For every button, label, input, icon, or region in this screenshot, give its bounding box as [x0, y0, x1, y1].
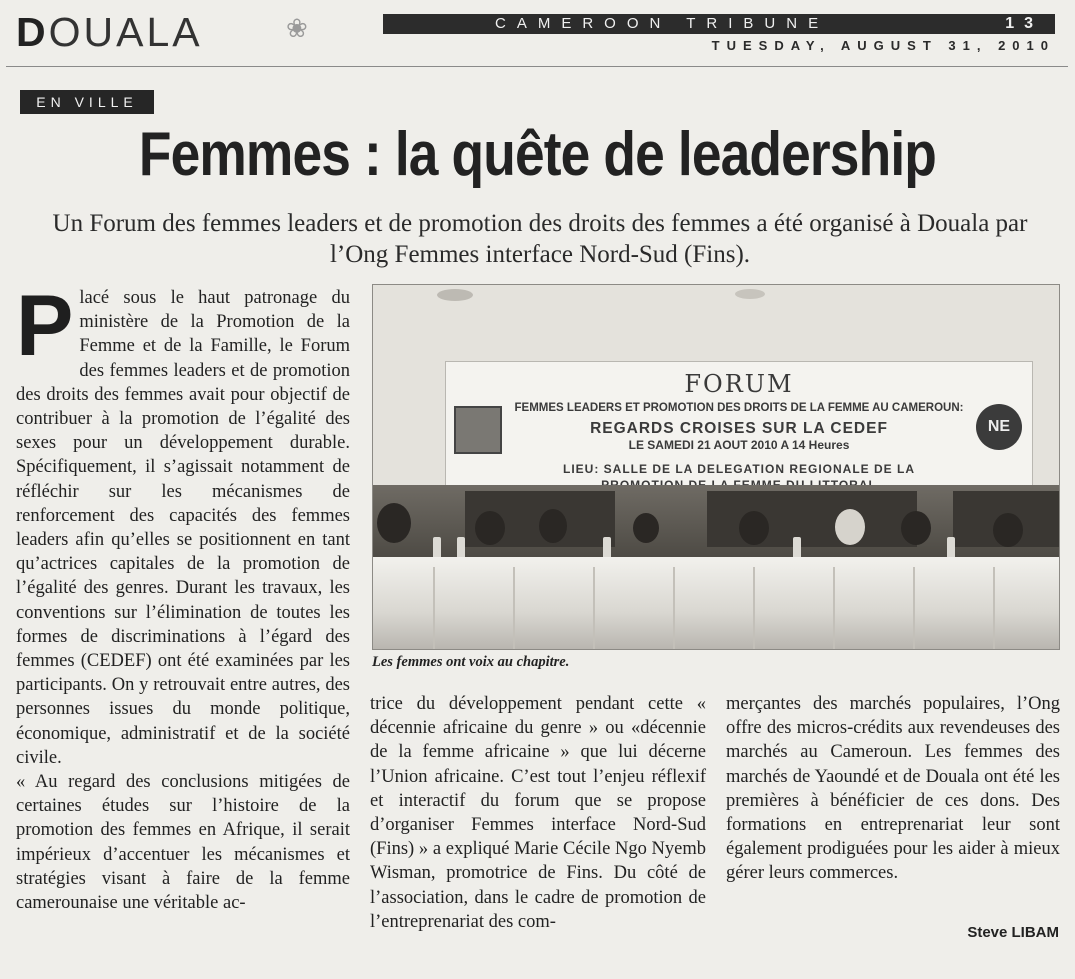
publication-date: TUESDAY, AUGUST 31, 2010	[711, 38, 1055, 53]
article-column-2	[370, 692, 706, 934]
tablecloth-pleat	[753, 567, 755, 649]
section-name-rest: OUALA	[48, 9, 203, 55]
tablecloth-pleat	[673, 567, 675, 649]
article-photo	[372, 284, 1060, 650]
byline: Steve LIBAM	[967, 924, 1059, 941]
drop-cap: P	[16, 278, 74, 374]
tablecloth-pleat	[593, 567, 595, 649]
column-2-text: trice du développement pendant cette « décennie africaine du genre » ou «décennie de la femme africaine » que lui décerne l’Union africaine. C’est tout l’enjeu réflexif et interactif du forum que se propose d’organiser Femmes interface Nord-Sud (Fins) » a expliqué Marie Cécile Ngo Nyemb Wisman, promotrice de Fins. Du côté de l’association, dans le cadre de promotion de l’entreprenariat des com-	[370, 694, 706, 932]
participant	[993, 513, 1023, 547]
participant	[633, 513, 659, 543]
paragraph-1	[16, 278, 350, 770]
tablecloth-pleat	[913, 567, 915, 649]
participant	[739, 511, 769, 545]
photo-table	[373, 557, 1059, 649]
participant	[377, 503, 411, 543]
article-column-1	[16, 278, 350, 915]
tablecloth-pleat	[513, 567, 515, 649]
page-number: 13	[1005, 15, 1043, 32]
article-column-3	[726, 692, 1060, 886]
banner-line: LIEU: SALLE DE LA DELEGATION REGIONALE DE LA	[562, 462, 915, 476]
newspaper-name: CAMEROON TRIBUNE	[495, 15, 830, 32]
section-name	[16, 10, 203, 54]
paragraph-2: « Au regard des conclusions mitigées de certaines études sur l’histoire de la promotion des femmes en Afrique, il serait impérieux d’accentuer les mécanismes et stratégies visant à faire de la femme camerounaise une véritable ac-	[16, 772, 350, 914]
banner-line: FEMMES LEADERS ET PROMOTION DES DROITS DE LA FEMME AU CAMEROUN:	[514, 402, 964, 414]
section-name-first-letter: D	[16, 9, 49, 55]
tablecloth-pleat	[833, 567, 835, 649]
participant	[539, 509, 567, 543]
banner-line: REGARDS CROISES SUR LA CEDEF	[590, 420, 888, 437]
participant	[901, 511, 931, 545]
banner-title: FORUM	[684, 370, 794, 398]
tablecloth-pleat	[993, 567, 995, 649]
masthead-divider	[6, 66, 1068, 67]
forum-banner	[445, 361, 1033, 505]
section-rubric: EN VILLE	[20, 90, 154, 114]
article-deck: Un Forum des femmes leaders et de promotion des droits des femmes a été organisé à Douala par l’Ong Femmes interface Nord-Sud (Fins).	[52, 210, 1028, 268]
column-3-text: merçantes des marchés populaires, l’Ong offre des micros-crédits aux revendeuses des marchés au Cameroun. Les femmes des marchés de Yaoundé et de Douala ont été les premières à bénéficier de ces dons. Des formations en entreprenariat leur sont également prodiguées pour les aider à mieux gérer leurs commerces.	[726, 694, 1060, 884]
newspaper-bar	[383, 14, 1055, 34]
tablecloth-pleat	[433, 567, 435, 649]
photo-window	[707, 491, 917, 547]
ceiling-lamp	[735, 289, 765, 299]
participant	[835, 509, 865, 545]
banner-ne-logo: NE	[976, 404, 1022, 450]
headline: Femmes : la quête de leadership	[138, 120, 936, 189]
ceiling-lamp	[437, 289, 473, 301]
participant	[475, 511, 505, 545]
banner-line: LE SAMEDI 21 AOUT 2010 A 14 Heures	[628, 438, 850, 452]
photo-caption: Les femmes ont voix au chapitre.	[372, 654, 570, 670]
ornament-icon: ❀	[286, 14, 308, 44]
paragraph-1-text: lacé sous le haut patronage du ministère de la Promotion de la Femme et de la Famille, le Forum des femmes leaders et de promotion des droits des femmes avait pour objectif de contribuer à la promotion de l’égalité des sexes pour un développement durable. Spécifiquement, il s’agissait notamment de réfléchir sur les mécanismes de renforcement des capacités des femmes leaders afin qu’elles se positionnent en tant qu’actrices capitales de la promotion de l’égalité des genres. Durant les travaux, les conventions sur l’élimination de toutes les formes de discriminations à l’égard des femmes (CEDEF) ont été examinées par les participants. On y retrouvait entre autres, des personnes issues du monde politique, économique, administratif et de la société civile.	[16, 288, 350, 768]
